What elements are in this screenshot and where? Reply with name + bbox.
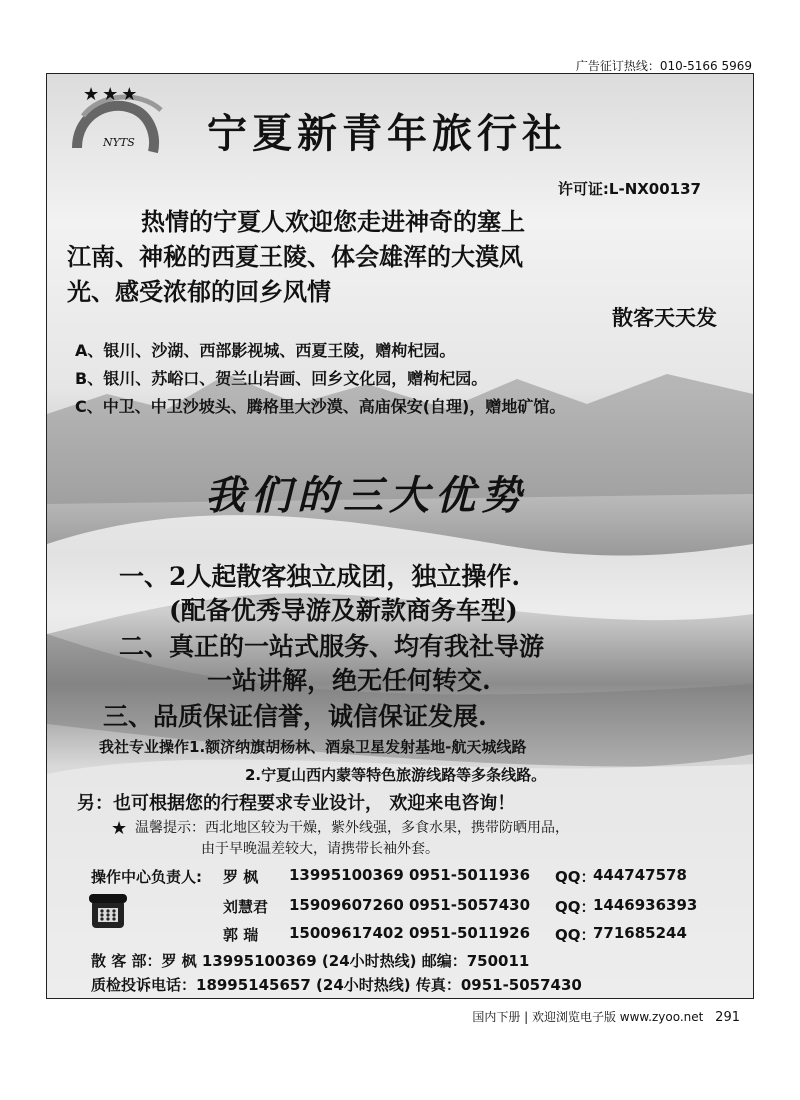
route-item: B、银川、苏峪口、贺兰山岩画、回乡文化园，赠枸杞园。	[75, 369, 488, 388]
agency-title: 宁夏新青年旅行社	[207, 110, 567, 157]
intro-paragraph	[67, 204, 747, 309]
logo-stars: ★★★	[83, 84, 141, 105]
contact-qq: 444747578	[593, 866, 687, 884]
ad-hotline: 广告征订热线：010-5166 5969	[575, 59, 752, 73]
contact-qq-label: QQ：	[555, 898, 596, 916]
page-number: 291	[715, 1010, 740, 1025]
contact-mobile: 15909607260	[289, 896, 404, 914]
contact-tel: 0951-5011936	[409, 866, 531, 884]
contact-mobile: 15009617402	[289, 924, 404, 942]
tip-line: 温馨提示：西北地区较为干燥，紫外线强，多食水果，携带防晒用品，	[135, 820, 569, 836]
contact-qq-label: QQ：	[555, 868, 596, 886]
license-number: 许可证:L-NX00137	[557, 180, 701, 198]
ad-frame	[46, 73, 754, 999]
route-item: A、银川、沙湖、西部影视城、西夏王陵，赠枸杞园。	[75, 341, 456, 360]
route-list	[75, 337, 565, 421]
advantage-note: 一站讲解，绝无任何转交.	[207, 666, 491, 695]
contact-name: 郭 瑞	[223, 926, 259, 944]
business-line: 2.宁夏山西内蒙等特色旅游线路等多条线路。	[245, 766, 547, 784]
business-line: 我社专业操作1.额济纳旗胡杨林、酒泉卫星发射基地-航天城线路	[99, 738, 527, 756]
contact-qq: 771685244	[593, 924, 687, 942]
intro-line: 热情的宁夏人欢迎您走进神奇的塞上	[141, 207, 525, 236]
contact-mobile: 13995100369	[289, 866, 404, 884]
advantage-item: 一、2人起散客独立成团，独立操作.	[119, 562, 521, 591]
advantage-note: (配备优秀导游及新款商务车型)	[169, 596, 518, 625]
advantages-title: 我们的三大优势	[205, 472, 527, 519]
route-item: C、中卫、中卫沙坡头、腾格里大沙漠、高庙保安(自理)，赠地矿馆。	[75, 397, 566, 416]
company-logo	[69, 86, 169, 164]
contact-tel: 0951-5011926	[409, 924, 531, 942]
contact-tel: 0951-5057430	[409, 896, 531, 914]
warm-tips	[111, 818, 569, 860]
intro-line: 江南、神秘的西夏王陵、体会雄浑的大漠风	[67, 242, 523, 271]
contact-qq: 1446936393	[593, 896, 698, 914]
daily-departure: 散客天天发	[612, 306, 717, 330]
custom-design-note: 另：也可根据您的行程要求专业设计， 欢迎来电咨询！	[77, 793, 516, 814]
operator-head-label: 操作中心负责人:	[91, 868, 202, 886]
page-footer	[472, 1008, 740, 1025]
contact-name: 刘慧君	[223, 898, 269, 916]
contact-qq-label: QQ：	[555, 926, 596, 944]
logo-text: NYTS	[103, 136, 135, 149]
footer-text: 国内下册 | 欢迎浏览电子版 www.zyoo.net	[472, 1010, 704, 1024]
star-icon: ★	[111, 818, 128, 839]
intro-line: 光、感受浓郁的回乡风情	[67, 277, 331, 306]
advantage-item: 三、品质保证信誉，诚信保证发展.	[103, 702, 487, 731]
tip-line: 由于早晚温差较大，请携带长袖外套。	[201, 841, 439, 857]
retail-department-line: 散 客 部：罗 枫 13995100369 (24小时热线) 邮编：750011	[91, 952, 530, 970]
contact-name: 罗 枫	[223, 868, 259, 886]
telephone-icon	[89, 894, 127, 930]
advantage-item: 二、真正的一站式服务、均有我社导游	[119, 632, 545, 661]
complaint-line: 质检投诉电话：18995145657 (24小时热线) 传真：0951-5057430	[91, 976, 582, 994]
